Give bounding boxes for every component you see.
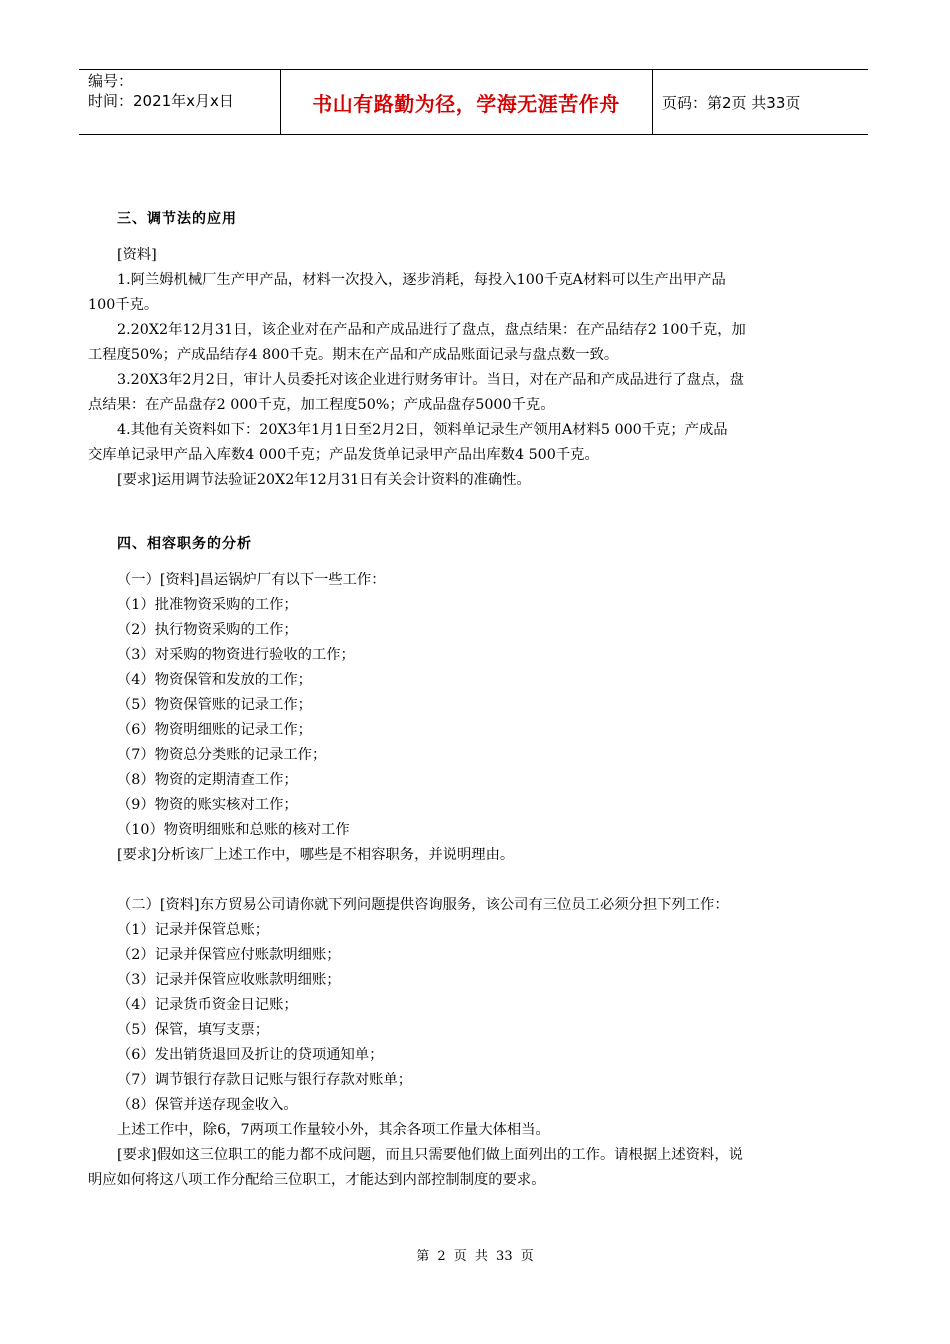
list-item: （9）物资的账实核对工作； bbox=[117, 797, 298, 813]
list-item: （8）保管并送存现金收入。 bbox=[117, 1097, 298, 1113]
list-item: （4）记录货币资金日记账； bbox=[117, 997, 298, 1013]
list-item: （6）发出销货退回及折让的贷项通知单； bbox=[117, 1047, 384, 1063]
section-heading: 三、调节法的应用 bbox=[117, 211, 237, 227]
paragraph-line: [要求]运用调节法验证20X2年12月31日有关会计资料的准确性。 bbox=[117, 472, 531, 488]
paragraph-line: 点结果：在产品盘存2 000千克，加工程度50%；产成品盘存5000千克。 bbox=[88, 397, 555, 413]
list-item: （6）物资明细账的记录工作； bbox=[117, 722, 312, 738]
list-item: （1）批准物资采购的工作； bbox=[117, 597, 298, 613]
paragraph-line: [要求]假如这三位职工的能力都不成问题，而且只需要他们做上面列出的工作。请根据上述资料，说 bbox=[117, 1147, 743, 1163]
list-item: （5）物资保管账的记录工作； bbox=[117, 697, 312, 713]
paragraph-line: 4.其他有关资料如下：20X3年1月1日至2月2日，领料单记录生产领用A材料5 000千克；产成品 bbox=[117, 422, 728, 438]
number-label: 编号： bbox=[88, 72, 134, 90]
paragraph-line: 100千克。 bbox=[88, 297, 159, 313]
page-footer: 第 2 页 共 33 页 bbox=[416, 1249, 534, 1264]
list-item: （5）保管，填写支票； bbox=[117, 1022, 270, 1038]
paragraph-line: （二）[资料]东方贸易公司请你就下列问题提供咨询服务，该公司有三位员工必须分担下列工作： bbox=[117, 897, 729, 913]
list-item: （10）物资明细账和总账的核对工作 bbox=[117, 822, 350, 838]
page-header bbox=[79, 69, 868, 135]
list-item: （4）物资保管和发放的工作； bbox=[117, 672, 312, 688]
paragraph-line: [要求]分析该厂上述工作中，哪些是不相容职务，并说明理由。 bbox=[117, 847, 515, 863]
paragraph-line: 明应如何将这八项工作分配给三位职工，才能达到内部控制制度的要求。 bbox=[88, 1172, 546, 1188]
paragraph-line: 工程度50%；产成品结存4 800千克。期末在产品和产成品账面记录与盘点数一致。 bbox=[88, 347, 619, 363]
list-item: （7）调节银行存款日记账与银行存款对账单； bbox=[117, 1072, 413, 1088]
list-item: （3）对采购的物资进行验收的工作； bbox=[117, 647, 355, 663]
header-motto: 书山有路勤为径，学海无涯苦作舟 bbox=[312, 91, 620, 116]
header-page-info: 页码：第2页 共33页 bbox=[662, 93, 801, 112]
paragraph-line: 2.20X2年12月31日，该企业对在产品和产成品进行了盘点，盘点结果：在产品结存2 100千克，加 bbox=[117, 322, 746, 338]
paragraph-line: 交库单记录甲产品入库数4 000千克；产品发货单记录甲产品出库数4 500千克。 bbox=[88, 447, 599, 463]
list-item: （2）记录并保管应付账款明细账； bbox=[117, 947, 341, 963]
list-item: （7）物资总分类账的记录工作； bbox=[117, 747, 327, 763]
list-item: （2）执行物资采购的工作； bbox=[117, 622, 298, 638]
paragraph-line: 3.20X3年2月2日，审计人员委托对该企业进行财务审计。当日，对在产品和产成品进行了盘点，盘 bbox=[117, 372, 744, 388]
list-item: （3）记录并保管应收账款明细账； bbox=[117, 972, 341, 988]
list-item: （8）物资的定期清查工作； bbox=[117, 772, 298, 788]
paragraph-line: 上述工作中，除6，7两项工作量较小外，其余各项工作量大体相当。 bbox=[117, 1122, 550, 1138]
paragraph-line: [资料] bbox=[117, 247, 157, 263]
paragraph-line: 1.阿兰姆机械厂生产甲产品，材料一次投入，逐步消耗，每投入100千克A材料可以生产出甲产品 bbox=[117, 272, 726, 288]
header-divider bbox=[652, 70, 653, 134]
paragraph-line: （一）[资料]昌运锅炉厂有以下一些工作： bbox=[117, 572, 386, 588]
section-heading: 四、相容职务的分析 bbox=[117, 536, 252, 552]
time-label: 时间：2021年x月x日 bbox=[88, 92, 234, 110]
list-item: （1）记录并保管总账； bbox=[117, 922, 270, 938]
header-meta bbox=[88, 71, 278, 111]
